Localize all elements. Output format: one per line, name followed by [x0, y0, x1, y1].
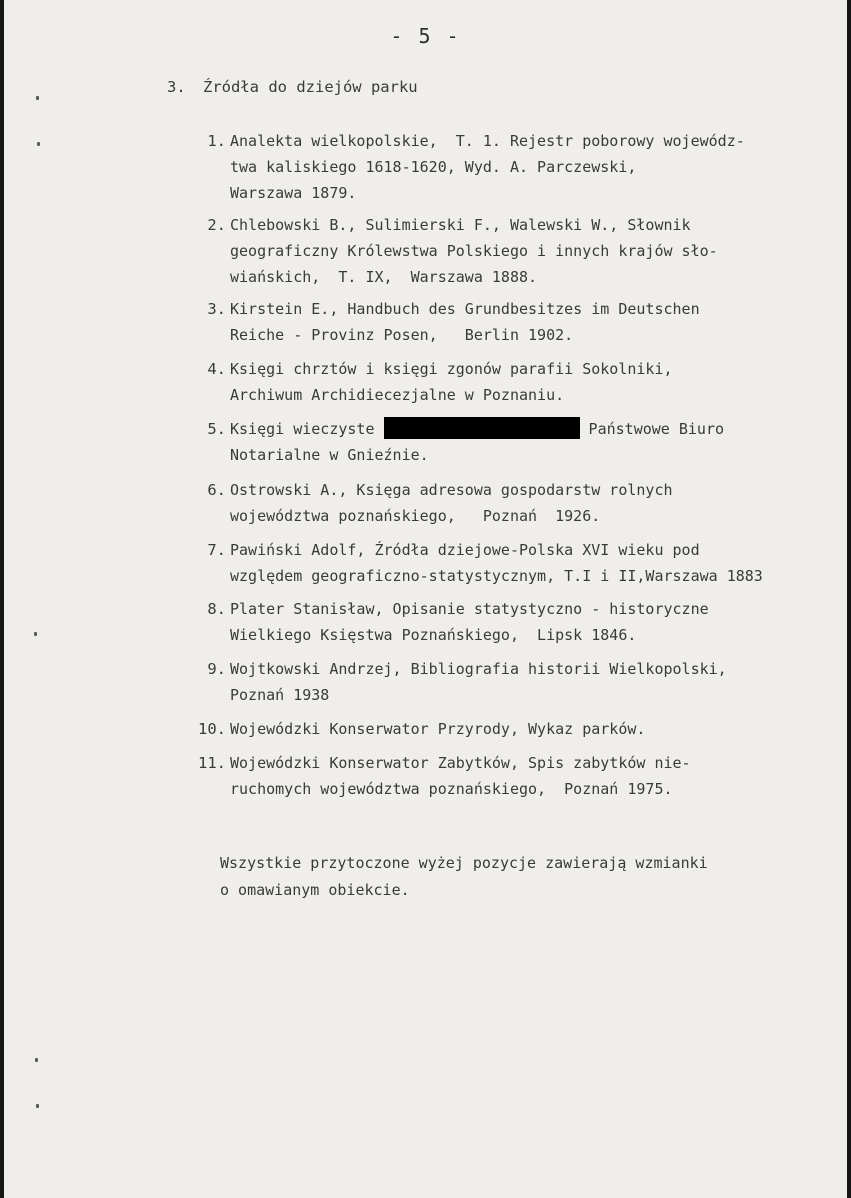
entry-text: Księgi wieczyste	[230, 420, 384, 438]
entry-line: Poznań 1938	[230, 686, 330, 704]
entry-line: Notarialne w Gnieźnie.	[230, 446, 429, 464]
entry-line: województwa poznańskiego, Poznań 1926.	[230, 507, 601, 525]
entry-line: twa kaliskiego 1618-1620, Wyd. A. Parczewski,	[230, 158, 637, 176]
entry-line: Analekta wielkopolskie, T. 1. Rejestr poborowy wojewódz-	[230, 132, 745, 150]
entry-line: geograficzny Królewstwa Polskiego i innych krajów sło-	[230, 242, 718, 260]
entry-number: 5.	[207, 420, 226, 438]
entry-line: wiańskich, T. IX, Warszawa 1888.	[230, 268, 538, 286]
entry-number: 4.	[207, 360, 226, 378]
document-page	[4, 0, 847, 1198]
entry-line: ruchomych województwa poznańskiego, Poznań 1975.	[230, 780, 673, 798]
entry-line: Wojtkowski Andrzej, Bibliografia historii Wielkopolski,	[230, 660, 727, 678]
scan-speck	[37, 142, 40, 146]
entry-line: Warszawa 1879.	[230, 184, 357, 202]
entry-number: 10.	[198, 720, 226, 738]
closing-note-line: o omawianym obiekcie.	[220, 881, 410, 899]
entry-number: 11.	[198, 754, 226, 772]
entry-number: 9.	[207, 660, 226, 678]
entry-number: 7.	[207, 541, 226, 559]
entry-text: Państwowe Biuro	[579, 420, 725, 438]
entry-number: 3.	[207, 300, 226, 318]
entry-line: Archiwum Archidiecezjalne w Poznaniu.	[230, 386, 565, 404]
entry-line: Księgi chrztów i księgi zgonów parafii Sokolniki,	[230, 360, 673, 378]
entry-line: Plater Stanisław, Opisanie statystyczno - historyczne	[230, 600, 709, 618]
scan-speck	[35, 1058, 38, 1062]
entry-line: Wojewódzki Konserwator Zabytków, Spis zabytków nie-	[230, 754, 691, 772]
entry-line: Ostrowski A., Księga adresowa gospodarstw rolnych	[230, 481, 673, 499]
scan-speck	[34, 632, 37, 636]
entry-line: Reiche - Provinz Posen, Berlin 1902.	[230, 326, 574, 344]
entry-number: 8.	[207, 600, 226, 618]
scan-speck	[36, 96, 39, 100]
redaction-bar	[384, 417, 580, 439]
entry-line: Chlebowski B., Sulimierski F., Walewski W., Słownik	[230, 216, 691, 234]
closing-note-line: Wszystkie przytoczone wyżej pozycje zawierają wzmianki	[220, 854, 708, 872]
entry-number: 1.	[207, 132, 226, 150]
section-number: 3.	[167, 78, 186, 96]
entry-line: względem geograficzno-statystycznym, T.I i II,Warszawa 1883	[230, 567, 763, 585]
entry-line: Wojewódzki Konserwator Przyrody, Wykaz parków.	[230, 720, 646, 738]
closing-note	[220, 850, 708, 904]
page-number: - 5 -	[390, 24, 461, 48]
entry-line	[230, 416, 724, 442]
entry-number: 2.	[207, 216, 226, 234]
entry-line: Kirstein E., Handbuch des Grundbesitzes im Deutschen	[230, 300, 700, 318]
scan-speck	[36, 1104, 39, 1108]
entry-line: Wielkiego Księstwa Poznańskiego, Lipsk 1846.	[230, 626, 637, 644]
entry-number: 6.	[207, 481, 226, 499]
entry-line: Pawiński Adolf, Źródła dziejowe-Polska XVI wieku pod	[230, 541, 700, 559]
section-heading	[167, 78, 418, 96]
section-title: Źródła do dziejów parku	[203, 78, 418, 96]
